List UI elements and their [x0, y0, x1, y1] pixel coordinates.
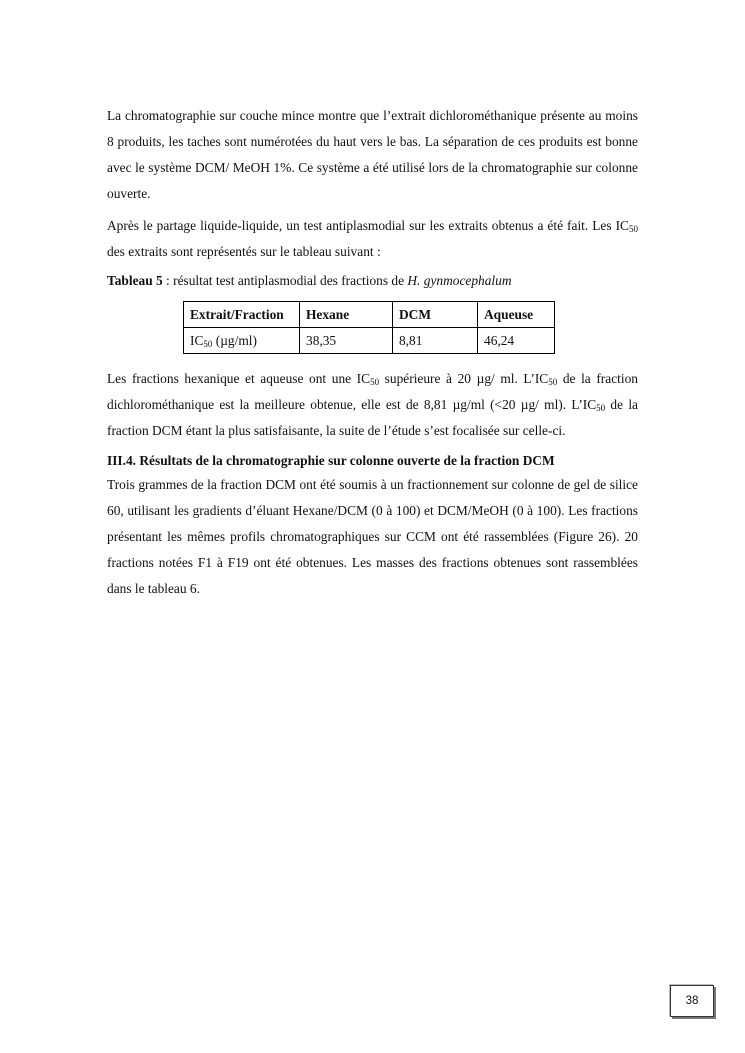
- row-label-subscript: 50: [203, 338, 213, 349]
- table-row-label: [184, 328, 300, 354]
- ic50-text-1: Les fractions hexanique et aqueuse ont une IC: [107, 371, 371, 386]
- table-cell: 8,81: [393, 328, 478, 354]
- ic50-text-4: de la fraction DCM étant la plus satisfaisante, la suite de l’étude s’est focalisée sur celle-ci.: [107, 397, 639, 438]
- paragraph-partition-text: Après le partage liquide-liquide, un test antiplasmodial sur les extraits obtenus a été fait. Les IC: [107, 218, 629, 233]
- table-cell: 38,35: [300, 328, 393, 354]
- row-label-unit: (µg/ml): [212, 332, 257, 348]
- table-header-row: [184, 302, 555, 328]
- table-row: [184, 328, 555, 354]
- ic50-sub-2: 50: [548, 377, 558, 387]
- ic-subscript: 50: [629, 224, 638, 234]
- table-header-cell: Extrait/Fraction: [184, 302, 300, 328]
- ic50-text-2: supérieure à 20 µg/ ml. L’IC: [379, 371, 549, 386]
- section-heading: III.4. Résultats de la chromatographie sur colonne ouverte de la fraction DCM: [107, 453, 555, 468]
- paragraph-ic50: [107, 366, 638, 444]
- table-caption-text: : résultat test antiplasmodial des fractions de: [162, 273, 408, 288]
- table-caption: [107, 271, 638, 291]
- table-header-cell: Aqueuse: [478, 302, 555, 328]
- ic50-text-3: de la fraction dichlorométhanique est la meilleure obtenue, elle est de 8,81 µg/ml (<20 µg/ ml). L’IC: [107, 371, 638, 412]
- document-body: [107, 103, 638, 602]
- paragraph-partition: [107, 213, 638, 265]
- results-table: [183, 301, 555, 354]
- ic50-sub-1: 50: [370, 377, 380, 387]
- ic50-sub-3: 50: [596, 403, 606, 413]
- table-caption-species: H. gynmocephalum: [407, 273, 512, 288]
- page-number: 38: [670, 985, 714, 1017]
- table-cell: 46,24: [478, 328, 555, 354]
- paragraph-tlc: La chromatographie sur couche mince montre que l’extrait dichlorométhanique présente au moins 8 produits, les taches sont numérotées du haut vers le bas. La séparation de ces produits est bonne avec le système DCM/ MeOH 1%. Ce système a été utilisé lors de la chromatographie sur colonne ouverte.: [107, 108, 638, 201]
- table-caption-label: Tableau 5: [107, 273, 163, 288]
- paragraph-partition-text-end: des extraits sont représentés sur le tableau suivant :: [107, 244, 381, 259]
- paragraph-column-chromatography: Trois grammes de la fraction DCM ont été soumis à un fractionnement sur colonne de gel de silice 60, utilisant les gradients d’éluant Hexane/DCM (0 à 100) et DCM/MeOH (0 à 100). Les fractions présentant les mêmes profils chromatographiques sur CCM ont été rassemblées (Figure 26). 20 fractions notées F1 à F19 ont été obtenues. Les masses des fractions obtenues sont rassemblées dans le tableau 6.: [107, 477, 638, 596]
- table-header-cell: Hexane: [300, 302, 393, 328]
- table-header-cell: DCM: [393, 302, 478, 328]
- row-label-text: IC: [190, 332, 204, 348]
